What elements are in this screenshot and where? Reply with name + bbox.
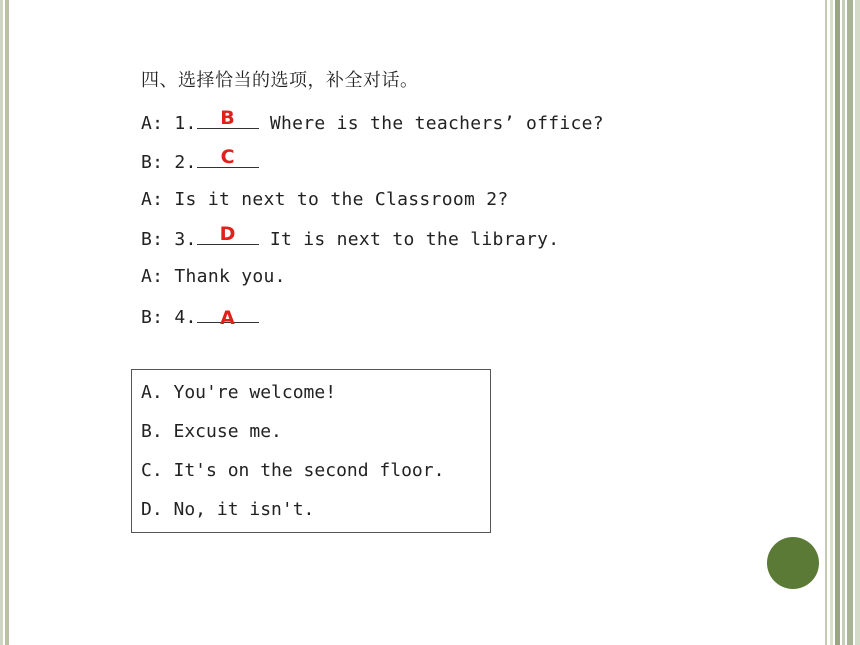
left-decorative-border [0, 0, 9, 645]
dialogue-line-5 [141, 265, 286, 289]
right-decorative-border [816, 0, 860, 645]
decorative-green-circle [767, 537, 819, 589]
border-stripe [842, 0, 845, 645]
option-a: A. You're welcome! [141, 382, 337, 403]
answer-text: C [220, 146, 235, 168]
border-stripe [835, 0, 840, 645]
line-prefix: B: 3. [141, 229, 197, 250]
answer-text: A [220, 307, 236, 329]
border-stripe [855, 0, 860, 645]
exercise-heading: 四、选择恰当的选项，补全对话。 [141, 70, 419, 91]
option-b: B. Excuse me. [141, 421, 282, 442]
line-prefix: B: 4. [141, 307, 197, 328]
line-prefix: B: 2. [141, 152, 197, 173]
dialogue-line-1 [141, 107, 604, 136]
option-c: C. It's on the second floor. [141, 460, 445, 481]
border-stripe [825, 0, 827, 645]
line-suffix: It is next to the library. [258, 229, 560, 250]
line-suffix: Where is the teachers’ office? [258, 113, 604, 134]
line-prefix: A: Thank you. [141, 266, 286, 287]
answer-text: D [219, 223, 236, 245]
answer-blank [197, 223, 259, 245]
answer-blank [197, 107, 259, 129]
answer-blank [197, 304, 259, 329]
dialogue-line-6 [141, 304, 259, 330]
options-box [131, 369, 491, 533]
answer-blank [197, 146, 259, 168]
border-stripe [830, 0, 833, 645]
dialogue-line-4 [141, 223, 560, 252]
dialogue-line-3 [141, 188, 509, 212]
option-d: D. No, it isn't. [141, 499, 315, 520]
line-prefix: A: Is it next to the Classroom 2? [141, 189, 509, 210]
dialogue-line-2 [141, 146, 259, 175]
answer-text: B [220, 107, 236, 129]
border-stripe [847, 0, 853, 645]
line-prefix: A: 1. [141, 113, 197, 134]
